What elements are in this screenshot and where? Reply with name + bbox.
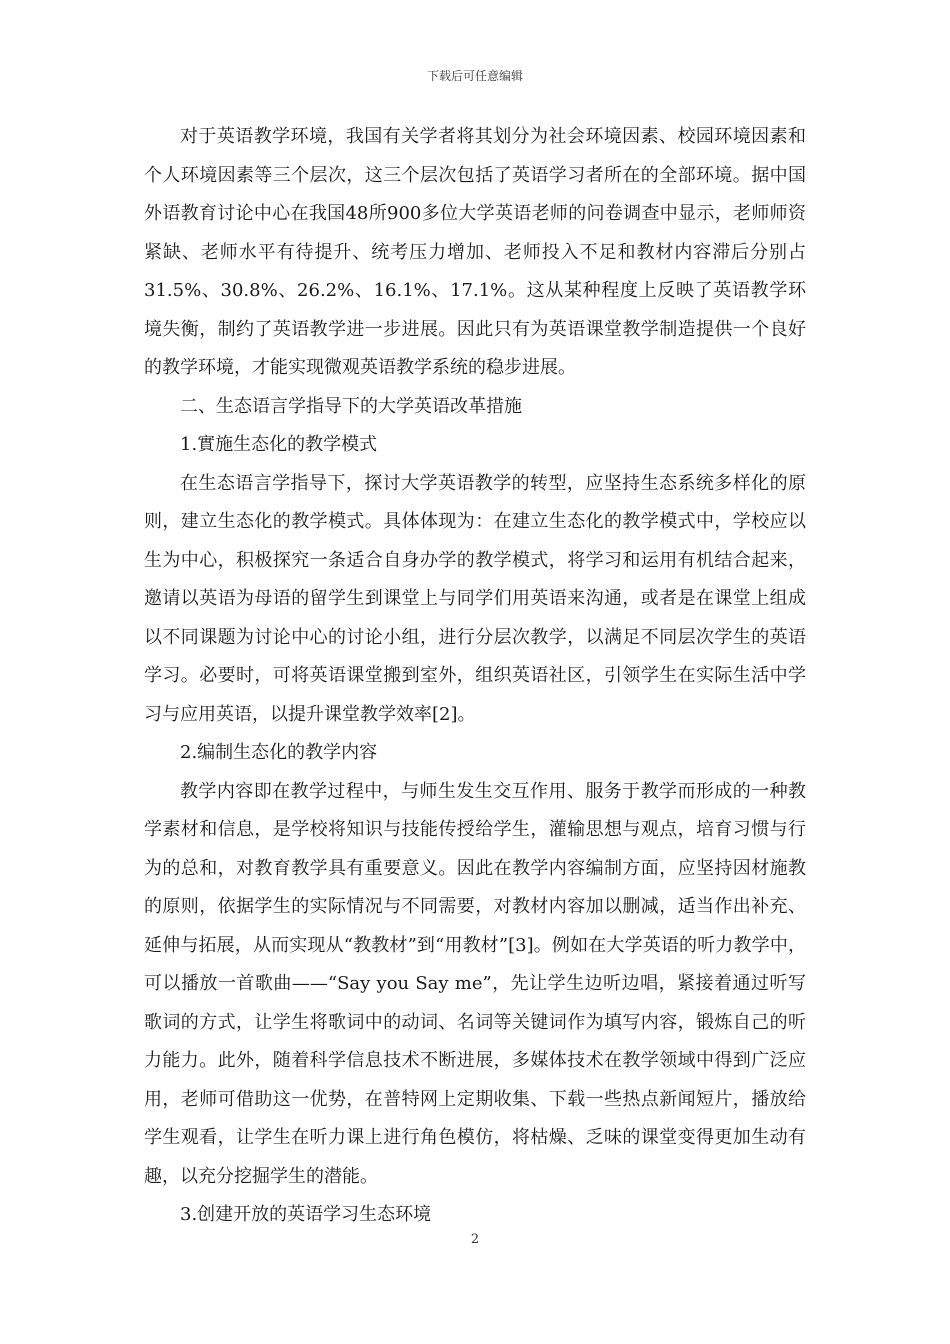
- section-heading-reform-measures: 二、生态语言学指导下的大学英语改革措施: [180, 395, 522, 417]
- subheading-teaching-content: 2.编制生态化的教学内容: [180, 742, 378, 763]
- page-number: 2: [470, 1232, 480, 1247]
- subheading-open-environment: 3.创建开放的英语学习生态环境: [180, 1204, 432, 1225]
- page-header: 下载后可任意编辑: [426, 69, 523, 83]
- subheading-teaching-mode: 1.實施生态化的教学模式: [180, 434, 378, 455]
- document-body: [144, 118, 806, 1235]
- paragraph-teaching-mode: 在生态语言学指导下，探讨大学英语教学的转型，应坚持生态系统多样化的原则，建立生态化的教学模式。具体体现为：在建立生态化的教学模式中，学校应以生为中心，积极探究一条适合自身办学的教学模式，将学习和运用有机结合起来，邀请以英语为母语的留学生到课堂上与同学们用英语来沟通，或者是在课堂上组成以不同课题为讨论中心的讨论小组，进行分层次教学，以满足不同层次学生的英语学习。必要时，可将英语课堂搬到室外，组织英语社区，引领学生在实际生活中学习与应用英语，以提升课堂教学效率[2]。: [144, 472, 806, 725]
- paragraph-teaching-environment: 对于英语教学环境，我国有关学者将其划分为社会环境因素、校园环境因素和个人环境因素等三个层次，这三个层次包括了英语学习者所在的全部环境。据中国外语教育讨论中心在我国48所900多位大学英语老师的问卷调查中显示，老师师资紧缺、老师水平有待提升、统考压力增加、老师投入不足和教材内容滞后分别占31.5%、30.8%、26.2%、16.1%、17.1%。这从某种程度上反映了英语教学环境失衡，制约了英语教学进一步进展。因此只有为英语课堂教学制造提供一个良好的教学环境，才能实现微观英语教学系统的稳步进展。: [144, 126, 806, 378]
- paragraph-teaching-content: 教学内容即在教学过程中，与师生发生交互作用、服务于教学而形成的一种教学素材和信息，是学校将知识与技能传授给学生，灌输思想与观点，培育习惯与行为的总和，对教育教学具有重要意义。因此在教学内容编制方面，应坚持因材施教的原则，依据学生的实际情况与不同需要，对教材内容加以删减，适当作出补充、延伸与拓展，从而实现从“教教材”到“用教材”[3]。例如在大学英语的听力教学中，可以播放一首歌曲——“Say you Say me”，先让学生边听边唱，紧接着通过听写歌词的方式，让学生将歌词中的动词、名词等关键词作为填写内容，锻炼自己的听力能力。此外，随着科学信息技术不断进展，多媒体技术在教学领域中得到广泛应用，老师可借助这一优势，在普特网上定期收集、下载一些热点新闻短片，播放给学生观看，让学生在听力课上进行角色模仿，将枯燥、乏味的课堂变得更加生动有趣，以充分挖掘学生的潜能。: [144, 780, 806, 1187]
